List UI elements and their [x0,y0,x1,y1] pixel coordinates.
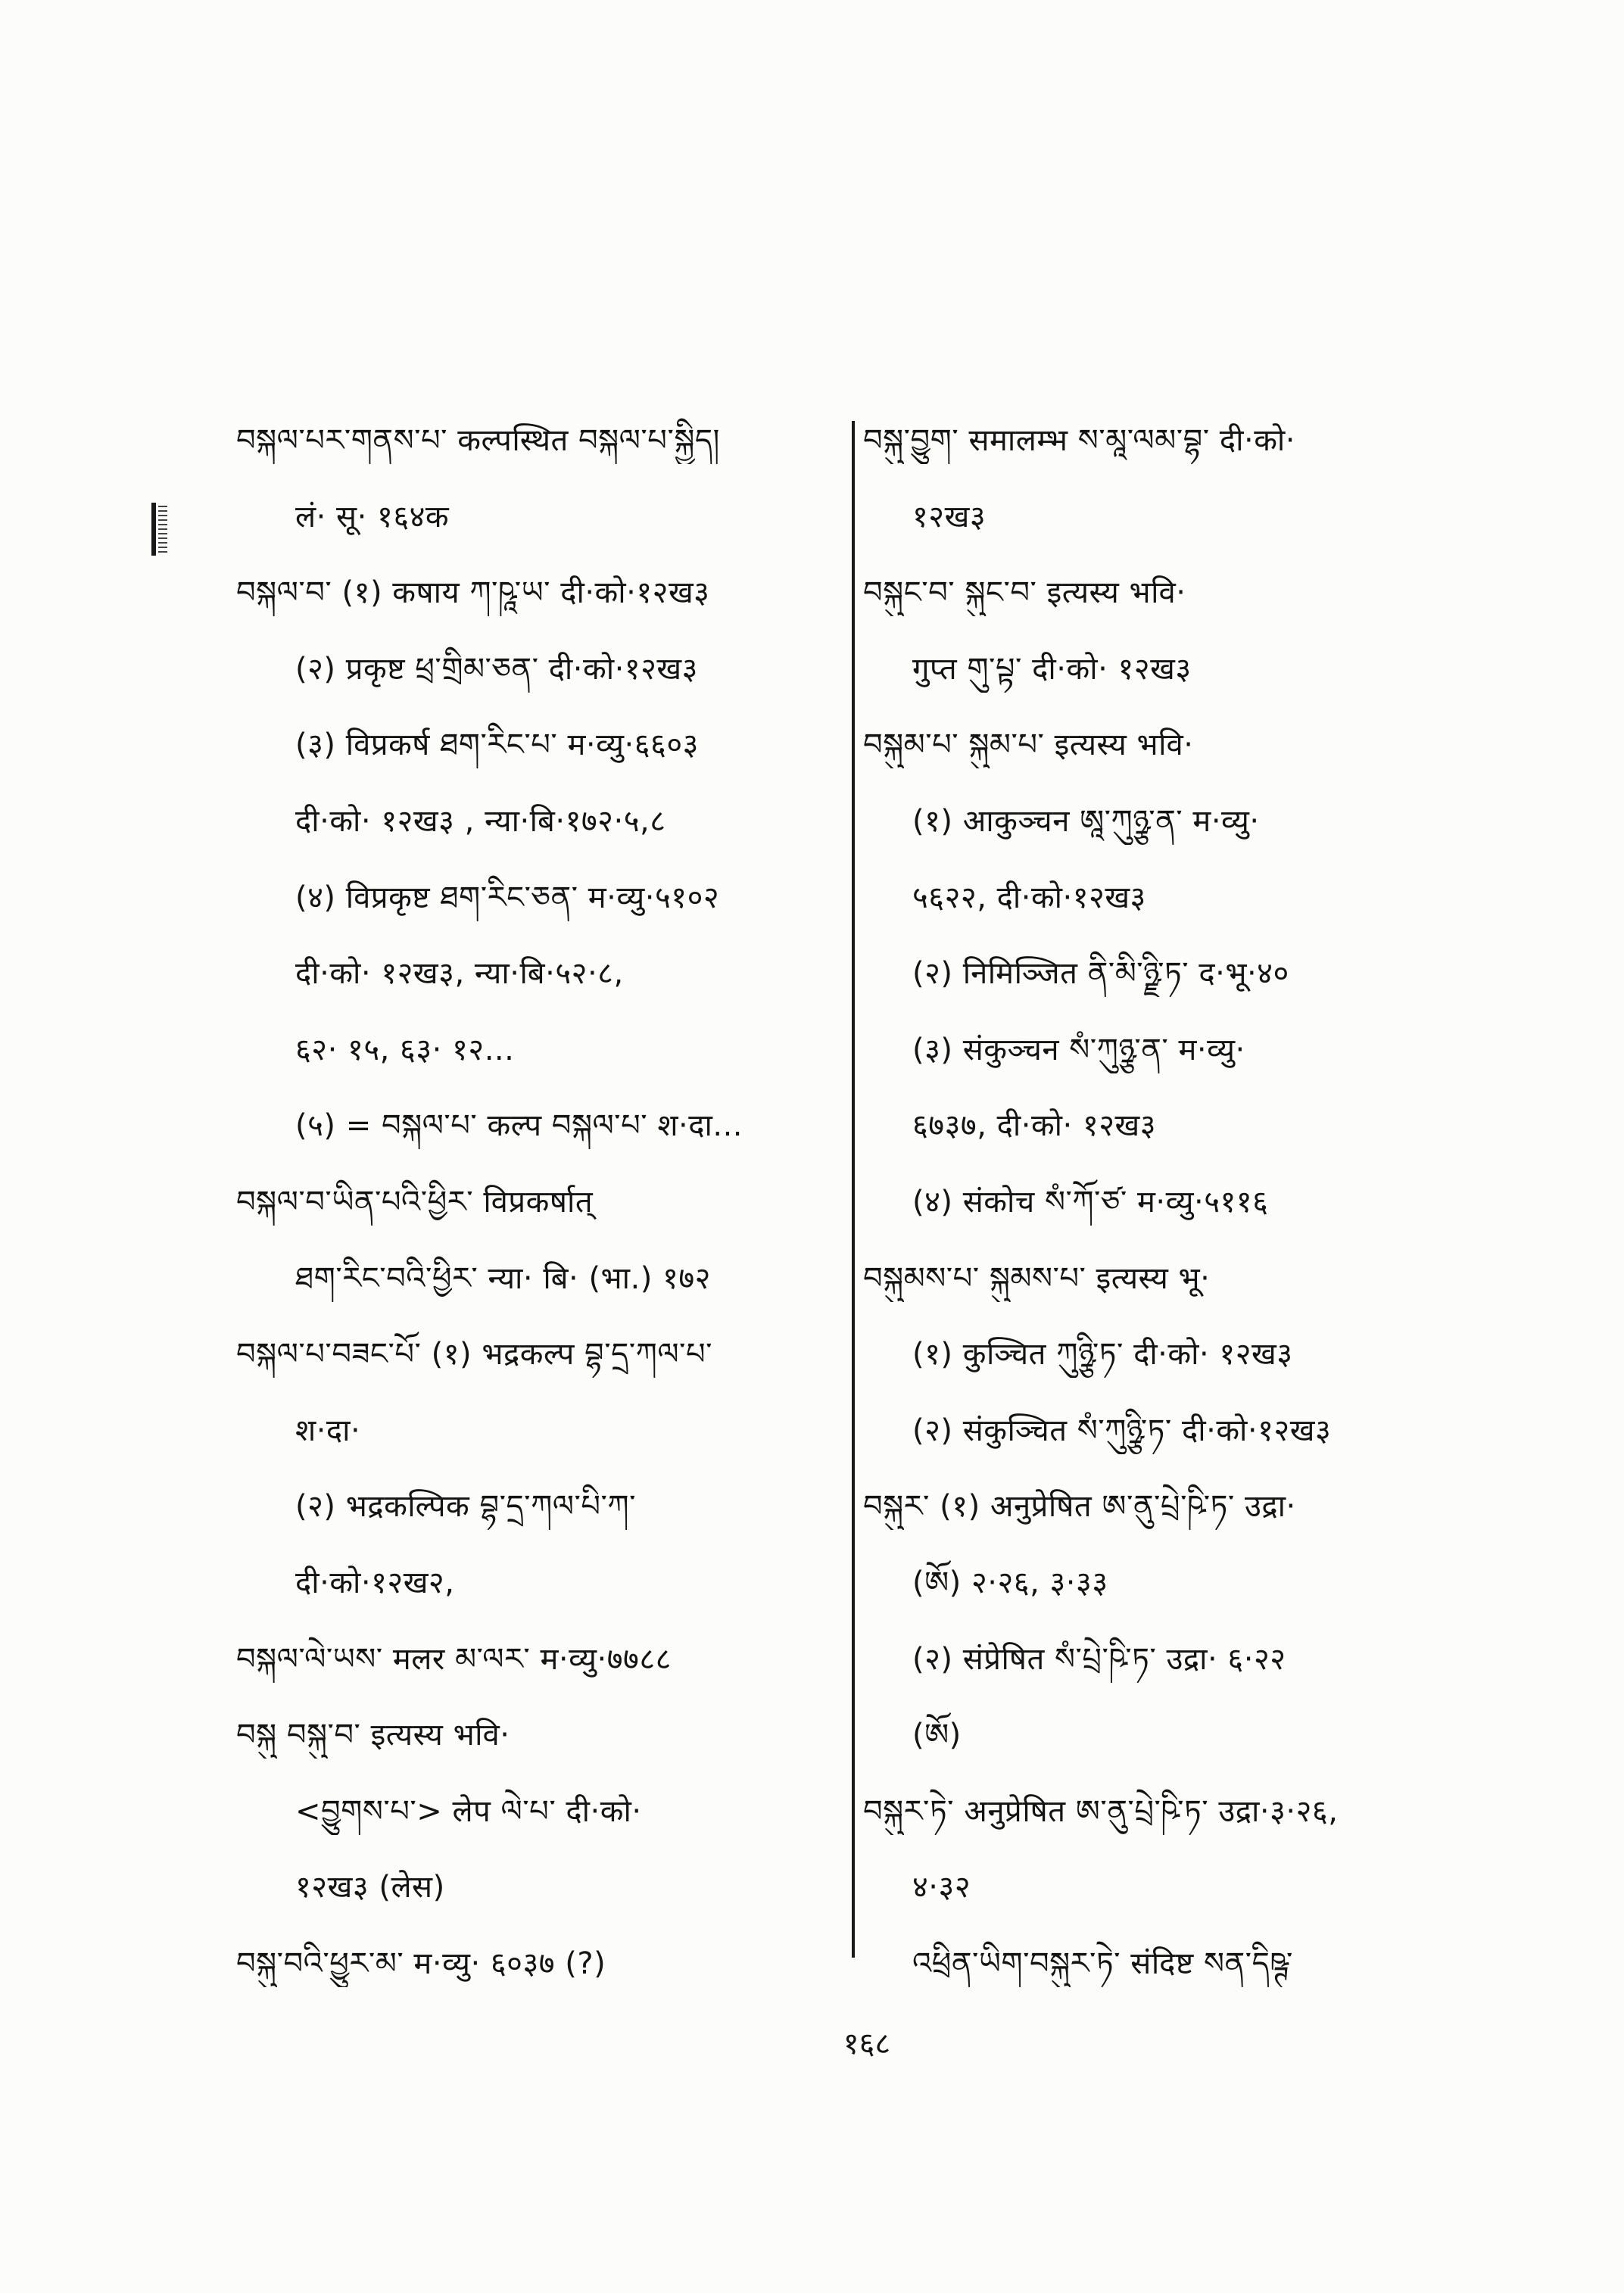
entry-line: ४·३२ [912,1870,971,1905]
page-number: १६८ [843,2027,891,2061]
entry-line: (२) प्रकृष्ट ཕྲ་གྲིམ་ཅན་ दी·को·१२ख३ [295,652,698,687]
entry-line: བསྐལ་པ་བཟང་པོ་ (१) भद्रकल्प བྷ་དྲ་ཀལ་པ་ [236,1337,712,1372]
entry-line: गुप्त གུ་པྟ་ दी·को· १२ख३ [912,652,1192,687]
entry-line: བསྐུང་བ་ སྐུང་བ་ इत्यस्य भवि· [863,575,1186,610]
entry-line: བསྐལ་བ་ཡིན་པའི་ཕྱིར་ विप्रकर्षात् [236,1185,594,1220]
entry-line: ཐག་རིང་བའི་ཕྱིར་ न्या· बि· (भा.) १७२ [295,1261,711,1296]
entry-line: ५६२२, दी·को·१२ख३ [912,880,1146,915]
entry-line: བསྐུར་ (१) अनुप्रेषित ཨ་ནུ་པྲེ་ཥི་ཏ་ उद्रा· [863,1489,1296,1524]
entry-line: (२) संप्रेषित སཾ་པྲེ་ཥི་ཏ་ उद्रा· ६·२२ [912,1642,1286,1677]
entry-line: दी·को·१२ख२, [295,1566,455,1600]
entry-line: འཕྲིན་ཡིག་བསྐུར་ཏེ་ संदिष्ट སན་དིཥྚ་ [912,1946,1293,1981]
entry-line: (४) संकोच སཾ་ཀོ་ཙ་ म·व्यु·५११६ [912,1185,1269,1220]
entry-line: བསྐུར་ཏེ་ अनुप्रेषित ཨ་ནུ་པྲེ་ཥི་ཏ་ उद्रा·३·२६, [863,1794,1339,1829]
entry-line: (१) आकुञ्चन ཨཱ་ཀུཉྩ་ན་ म·व्यु· [912,804,1260,839]
entry-line: ६२· १५, ६३· १२... [295,1033,515,1067]
entry-line: <བྱུགས་པ་> लेप ལེ་པ་ दी·को· [295,1794,642,1829]
column-divider [852,421,855,1958]
entry-line: लं· सू· १६४क [295,500,450,534]
entry-line: (३) संकुञ्चन སཾ་ཀུཉྩ་ན་ म·व्यु· [912,1033,1245,1067]
entry-line: १२ख३ (लेस) [295,1870,445,1905]
entry-line: दी·को· १२ख३ , न्या·बि·१७२·५,८ [295,804,666,839]
entry-line: བསྐུམས་པ་ སྐུམས་པ་ इत्यस्य भू· [863,1261,1211,1296]
entry-line: (२) भद्रकल्पिक བྷ་དྲ་ཀལ་པི་ཀ་ [295,1489,636,1524]
entry-line: བསྐུ་བའི་ཕྱུར་མ་ म·व्यु· ६०३७ (?) [236,1946,606,1981]
entry-line: १२ख३ [912,500,987,534]
entry-line: ६७३७, दी·को· १२ख३ [912,1108,1157,1143]
entry-line: བསྐུ བསྐུ་བ་ इत्यस्य भवि· [236,1718,510,1752]
entry-line: བསྐུམ་པ་ སྐུམ་པ་ इत्यस्य भवि· [863,727,1194,762]
entry-line: (२) संकुञ्चित སཾ་ཀུཉྩི་ཏ་ दी·को·१२ख३ [912,1413,1332,1448]
entry-line: (१) कुञ्चित ཀུཉྩི་ཏ་ दी·को· १२ख३ [912,1337,1293,1372]
entry-line: (ཨོ) २·२६, ३·३३ [912,1566,1108,1600]
entry-line: བསྐལ་བ་ (१) कषाय ཀ་ཥཱ་ཡ་ दी·को·१२ख३ [236,575,710,610]
entry-line: दी·को· १२ख३, न्या·बि·५२·८, [295,956,624,991]
entry-line: བསྐུ་བྱུག་ समालम्भ ས་མཱ་ལམ་བྷ་ दी·को· [863,423,1295,458]
right-column [857,0,1599,2293]
entry-line: (३) विप्रकर्ष ཐག་རིང་པ་ म·व्यु·६६०३ [295,727,699,762]
entry-line: श·दा· [295,1413,361,1448]
entry-line: (५) = བསྐལ་པ་ कल्प བསྐལ་པ་ श·दा... [295,1108,743,1143]
entry-line: (४) विप्रकृष्ट ཐག་རིང་ཅན་ म·व्यु·५१०२ [295,880,720,915]
entry-line: (२) निमिञ्जित ནི་མི་ཉྫི་ཏ་ द·भू·४० [912,956,1289,991]
entry-line: (ཨོ) [912,1718,962,1752]
entry-line: བསྐལ་པར་གནས་པ་ कल्पस्थित བསྐལ་པ་སྐྱིད། [236,423,720,458]
entry-line: བསྐལ་ལེ་ཡས་ मलर མ་ལར་ म·व्यु·७७८८ [236,1642,672,1677]
